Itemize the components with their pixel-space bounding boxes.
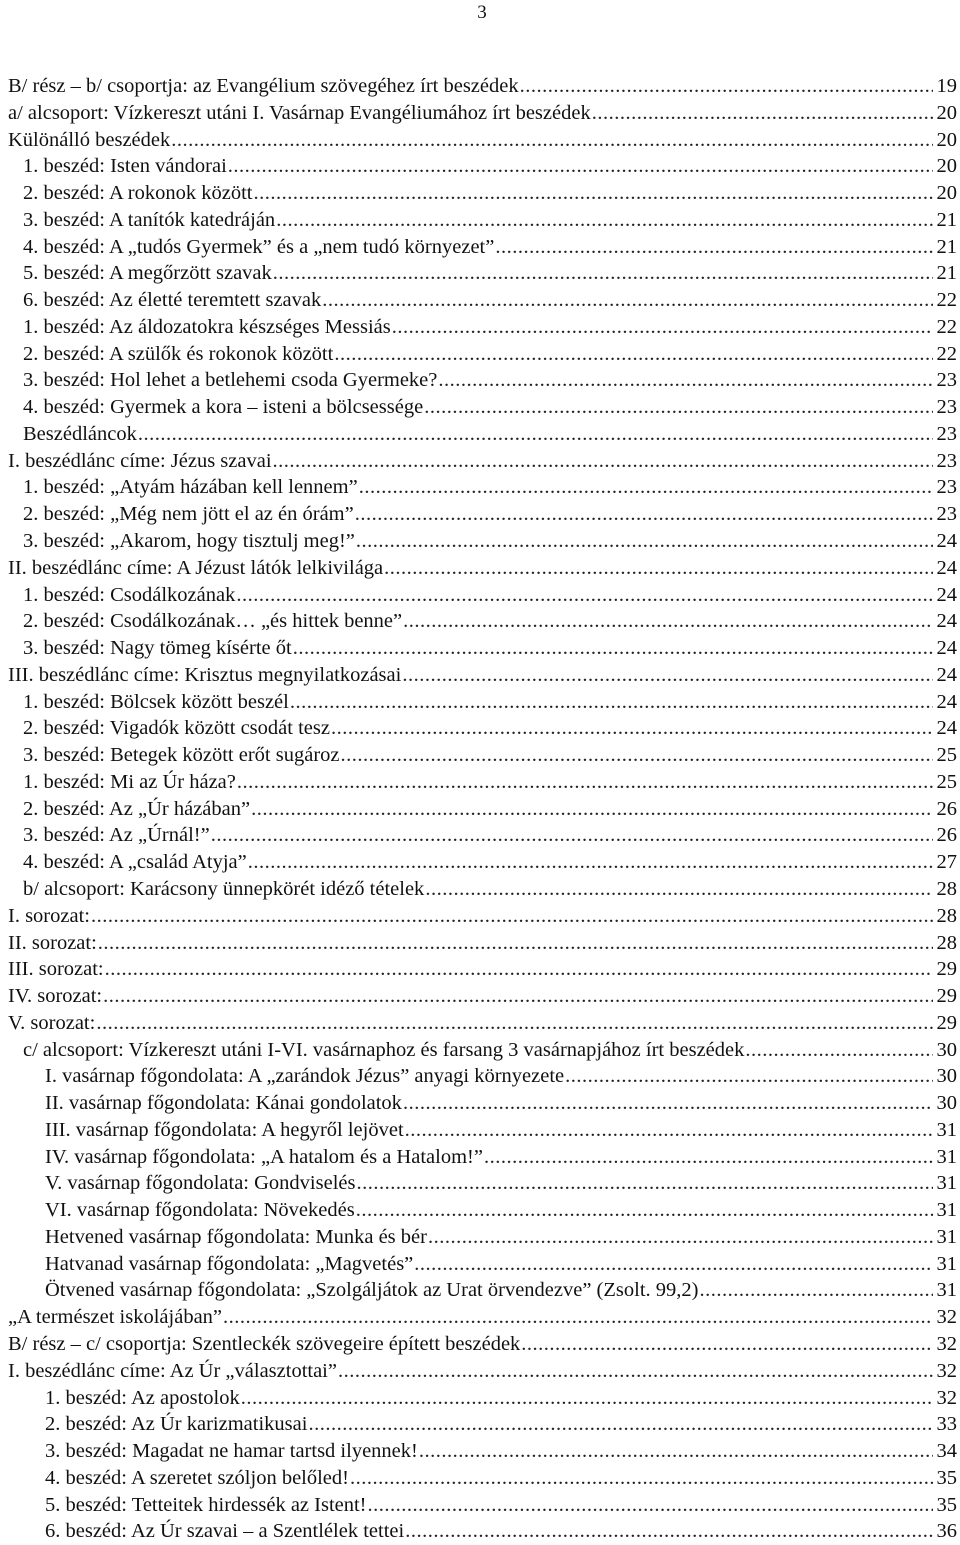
toc-entry-title: IV. vasárnap főgondolata: „A hatalom és a Hatalom!” [45, 1145, 483, 1168]
toc-entry-page: 24 [936, 583, 957, 606]
toc-entry[interactable] [0, 1438, 960, 1465]
dot-leader [414, 1251, 933, 1278]
toc-entry-page: 21 [936, 235, 957, 258]
toc-entry-title: 3. beszéd: Magadat ne hamar tartsd ilyennek! [45, 1440, 418, 1463]
toc-entry[interactable] [0, 341, 960, 368]
dot-leader [334, 341, 933, 368]
toc-entry-title: 3. beszéd: Az „Úrnál!” [23, 824, 210, 847]
dot-leader [322, 287, 933, 314]
dot-leader [350, 1465, 933, 1492]
toc-entry-title: 1. beszéd: Mi az Úr háza? [23, 770, 236, 793]
toc-entry-title: V. vasárnap főgondolata: Gondviselés [45, 1172, 356, 1195]
toc-entry[interactable] [0, 983, 960, 1010]
toc-entry-title: III. vasárnap főgondolata: A hegyről lejövet [45, 1118, 404, 1141]
toc-entry[interactable] [0, 635, 960, 662]
dot-leader [248, 849, 933, 876]
toc-entry[interactable] [0, 956, 960, 983]
toc-entry-page: 31 [936, 1145, 957, 1168]
toc-entry-title: c/ alcsoport: Vízkereszt utáni I-VI. vasárnaphoz és farsang 3 vasárnapjához írt beszédek [23, 1038, 745, 1061]
toc-entry-page: 28 [936, 877, 957, 900]
toc-entry-title: 5. beszéd: Tetteitek hirdessék az Istent! [45, 1493, 367, 1516]
dot-leader [356, 528, 933, 555]
toc-entry-title: 3. beszéd: „Akarom, hogy tisztulj meg!” [23, 530, 355, 553]
toc-entry-page: 24 [936, 717, 957, 740]
dot-leader [428, 1224, 933, 1251]
toc-entry-title: VI. vasárnap főgondolata: Növekedés [45, 1199, 355, 1222]
toc-entry-title: 2. beszéd: „Még nem jött el az én órám” [23, 503, 354, 526]
toc-entry-title: IV. sorozat: [8, 985, 103, 1008]
toc-entry-title: V. sorozat: [8, 1011, 96, 1034]
toc-entry[interactable] [0, 1117, 960, 1144]
dot-leader [520, 73, 933, 100]
toc-entry[interactable] [0, 474, 960, 501]
toc-entry-page: 22 [936, 289, 957, 312]
toc-entry[interactable] [0, 153, 960, 180]
toc-entry[interactable] [0, 180, 960, 207]
toc-entry[interactable] [0, 849, 960, 876]
toc-entry-page: 22 [936, 315, 957, 338]
toc-entry-title: 1. beszéd: Isten vándorai [23, 155, 227, 178]
dot-leader [402, 662, 933, 689]
dot-leader [276, 207, 933, 234]
toc-entry[interactable] [0, 1411, 960, 1438]
toc-entry-page: 25 [936, 770, 957, 793]
toc-entry-page: 24 [936, 556, 957, 579]
toc-entry-title: „A természet iskolájában” [8, 1306, 223, 1329]
toc-entry-page: 28 [936, 931, 957, 954]
toc-entry-title: 2. beszéd: A szülők és rokonok között [23, 342, 334, 365]
toc-entry-page: 23 [936, 449, 957, 472]
toc-entry-title: I. sorozat: [8, 904, 90, 927]
toc-entry-page: 30 [936, 1065, 957, 1088]
toc-entry-page: 29 [936, 958, 957, 981]
toc-entry[interactable] [0, 528, 960, 555]
toc-entry-page: 23 [936, 422, 957, 445]
toc-entry[interactable] [0, 73, 960, 100]
dot-leader [699, 1277, 933, 1304]
toc-entry-title: 1. beszéd: Csodálkozának [23, 583, 236, 606]
toc-entry[interactable] [0, 796, 960, 823]
dot-leader [384, 555, 933, 582]
toc-entry-page: 26 [936, 824, 957, 847]
toc-entry[interactable] [0, 127, 960, 154]
toc-entry-title: 3. beszéd: Hol lehet a betlehemi csoda Gyermeke? [23, 369, 438, 392]
dot-leader [403, 1090, 933, 1117]
toc-entry-title: II. beszédlánc címe: A Jézust látók lelkivilága [8, 556, 384, 579]
toc-entry-title: b/ alcsoport: Karácsony ünnepkörét idéző tételek [23, 877, 425, 900]
toc-entry-page: 25 [936, 744, 957, 767]
toc-entry-page: 20 [936, 155, 957, 178]
toc-entry[interactable] [0, 608, 960, 635]
toc-entry-page: 29 [936, 985, 957, 1008]
toc-entry-page: 31 [936, 1225, 957, 1248]
toc-entry-page: 32 [936, 1306, 957, 1329]
dot-leader [251, 796, 933, 823]
toc-entry-page: 21 [936, 208, 957, 231]
toc-entry-title: II. vasárnap főgondolata: Kánai gondolatok [45, 1092, 402, 1115]
toc-entry[interactable] [0, 1331, 960, 1358]
toc-entry[interactable] [0, 1518, 960, 1545]
toc-entry-title: 2. beszéd: A rokonok között [23, 182, 253, 205]
toc-entry-title: I. vasárnap főgondolata: A „zarándok Jézus” anyagi környezete [45, 1065, 565, 1088]
dot-leader [98, 930, 933, 957]
toc-entry-title: 6. beszéd: Az életté teremtett szavak [23, 289, 322, 312]
page-number: 3 [477, 2, 487, 23]
toc-entry-title: III. beszédlánc címe: Krisztus megnyilatkozásai [8, 663, 402, 686]
dot-leader [237, 769, 933, 796]
dot-leader [356, 1170, 933, 1197]
toc-entry-title: I. beszédlánc címe: Jézus szavai [8, 449, 272, 472]
toc-entry-title: 1. beszéd: Az áldozatokra készséges Messiás [23, 315, 391, 338]
table-of-contents [0, 73, 960, 1545]
toc-entry-page: 32 [936, 1386, 957, 1409]
toc-entry[interactable] [0, 1304, 960, 1331]
toc-entry-page: 35 [936, 1493, 957, 1516]
toc-entry-page: 24 [936, 637, 957, 660]
toc-entry[interactable] [0, 1224, 960, 1251]
dot-leader [331, 715, 933, 742]
dot-leader [368, 1492, 933, 1519]
toc-entry-page: 24 [936, 663, 957, 686]
dot-leader [273, 448, 933, 475]
dot-leader [745, 1037, 933, 1064]
dot-leader [425, 876, 933, 903]
dot-leader [223, 1304, 933, 1331]
dot-leader [356, 1197, 933, 1224]
dot-leader [484, 1144, 933, 1171]
toc-entry[interactable] [0, 287, 960, 314]
toc-entry-title: Hatvanad vasárnap főgondolata: „Magvetés” [45, 1252, 414, 1275]
toc-entry[interactable] [0, 1492, 960, 1519]
toc-entry[interactable] [0, 1144, 960, 1171]
toc-entry-page: 19 [936, 75, 957, 97]
toc-entry-title: 3. beszéd: Nagy tömeg kísérte őt [23, 637, 292, 660]
toc-entry-title: II. sorozat: [8, 931, 97, 954]
toc-entry[interactable] [0, 582, 960, 609]
dot-leader [308, 1411, 933, 1438]
toc-entry[interactable] [0, 100, 960, 127]
toc-entry[interactable] [0, 501, 960, 528]
toc-entry-page: 35 [936, 1466, 957, 1489]
toc-entry[interactable] [0, 715, 960, 742]
toc-entry-title: 1. beszéd: Bölcsek között beszél [23, 690, 289, 713]
toc-entry[interactable] [0, 1385, 960, 1412]
toc-entry-page: 24 [936, 530, 957, 553]
toc-entry[interactable] [0, 689, 960, 716]
toc-entry[interactable] [0, 234, 960, 261]
toc-entry-title: 3. beszéd: A tanítók katedráján [23, 208, 276, 231]
toc-entry[interactable] [0, 769, 960, 796]
toc-entry-page: 28 [936, 904, 957, 927]
toc-entry-page: 30 [936, 1092, 957, 1115]
toc-entry-page: 20 [936, 101, 957, 124]
dot-leader [338, 1358, 933, 1385]
dot-leader [293, 635, 933, 662]
toc-entry[interactable] [0, 1037, 960, 1064]
toc-entry[interactable] [0, 1197, 960, 1224]
toc-entry-title: 4. beszéd: A szeretet szóljon belőled! [45, 1466, 349, 1489]
dot-leader [138, 421, 933, 448]
toc-entry-page: 36 [936, 1520, 957, 1543]
toc-entry-title: I. beszédlánc címe: Az Úr „választottai” [8, 1359, 337, 1382]
toc-entry-title: B/ rész – b/ csoportja: az Evangélium szövegéhez írt beszédek [8, 75, 519, 97]
toc-entry[interactable] [0, 448, 960, 475]
toc-entry[interactable] [0, 207, 960, 234]
toc-entry[interactable] [0, 555, 960, 582]
toc-entry-page: 33 [936, 1413, 957, 1436]
toc-entry-page: 27 [936, 851, 957, 874]
toc-entry-title: 2. beszéd: Az „Úr házában” [23, 797, 251, 820]
toc-entry-page: 23 [936, 396, 957, 419]
toc-entry[interactable] [0, 1010, 960, 1037]
dot-leader [438, 367, 933, 394]
toc-entry-title: Ötvened vasárnap főgondolata: „Szolgáljátok az Urat örvendezve” (Zsolt. 99,2) [45, 1279, 699, 1302]
toc-entry[interactable] [0, 742, 960, 769]
toc-entry[interactable] [0, 876, 960, 903]
toc-entry-page: 24 [936, 610, 957, 633]
toc-entry-title: 4. beszéd: Gyermek a kora – isteni a bölcsessége [23, 396, 424, 419]
dot-leader [405, 1117, 933, 1144]
dot-leader [565, 1063, 933, 1090]
toc-entry-page: 26 [936, 797, 957, 820]
toc-entry-page: 20 [936, 128, 957, 151]
toc-entry-title: 2. beszéd: Az Úr karizmatikusai [45, 1413, 308, 1436]
toc-entry-title: 4. beszéd: A „tudós Gyermek” és a „nem tudó környezet” [23, 235, 495, 258]
toc-entry-page: 21 [936, 262, 957, 285]
toc-entry[interactable] [0, 421, 960, 448]
toc-entry[interactable] [0, 822, 960, 849]
toc-entry[interactable] [0, 260, 960, 287]
dot-leader [105, 956, 933, 983]
dot-leader [91, 903, 933, 930]
toc-entry-page: 30 [936, 1038, 957, 1061]
dot-leader [592, 100, 933, 127]
dot-leader [521, 1331, 933, 1358]
toc-entry[interactable] [0, 930, 960, 957]
toc-entry-title: B/ rész – c/ csoportja: Szentleckék szövegeire épített beszédek [8, 1332, 521, 1355]
toc-entry-title: Különálló beszédek [8, 128, 171, 151]
toc-entry[interactable] [0, 394, 960, 421]
toc-entry[interactable] [0, 1090, 960, 1117]
toc-entry-page: 22 [936, 342, 957, 365]
toc-entry-page: 23 [936, 476, 957, 499]
toc-entry-page: 32 [936, 1332, 957, 1355]
toc-entry-page: 24 [936, 690, 957, 713]
toc-entry-page: 31 [936, 1118, 957, 1141]
toc-entry[interactable] [0, 662, 960, 689]
toc-entry-title: Hetvened vasárnap főgondolata: Munka és bér [45, 1225, 427, 1248]
toc-entry-page: 20 [936, 182, 957, 205]
dot-leader [171, 127, 933, 154]
toc-entry-title: a/ alcsoport: Vízkereszt utáni I. Vasárnap Evangéliumához írt beszédek [8, 101, 591, 124]
toc-entry[interactable] [0, 1358, 960, 1385]
toc-entry-title: 1. beszéd: Az apostolok [45, 1386, 240, 1409]
dot-leader [403, 608, 933, 635]
toc-entry-title: 3. beszéd: Betegek között erőt sugároz [23, 744, 340, 767]
toc-entry[interactable] [0, 314, 960, 341]
dot-leader [419, 1438, 933, 1465]
toc-entry-title: 1. beszéd: „Atyám házában kell lennem” [23, 476, 358, 499]
dot-leader [236, 582, 933, 609]
dot-leader [96, 1010, 933, 1037]
toc-entry-title: 2. beszéd: Vigadók között csodát tesz [23, 717, 330, 740]
toc-entry-title: Beszédláncok [23, 422, 137, 445]
toc-entry-title: 6. beszéd: Az Úr szavai – a Szentlélek tettei [45, 1520, 405, 1543]
dot-leader [424, 394, 933, 421]
dot-leader [273, 260, 933, 287]
dot-leader [392, 314, 933, 341]
toc-entry[interactable] [0, 1063, 960, 1090]
toc-entry[interactable] [0, 1170, 960, 1197]
toc-entry[interactable] [0, 1251, 960, 1278]
toc-entry[interactable] [0, 1465, 960, 1492]
dot-leader [241, 1385, 933, 1412]
dot-leader [228, 153, 933, 180]
dot-leader [405, 1518, 933, 1545]
toc-entry-page: 23 [936, 369, 957, 392]
dot-leader [341, 742, 934, 769]
toc-entry-page: 31 [936, 1279, 957, 1302]
toc-entry-page: 31 [936, 1252, 957, 1275]
toc-entry-page: 34 [936, 1440, 957, 1463]
dot-leader [359, 474, 933, 501]
dot-leader [355, 501, 933, 528]
toc-entry-title: 5. beszéd: A megőrzött szavak [23, 262, 272, 285]
toc-entry-page: 31 [936, 1199, 957, 1222]
dot-leader [290, 689, 933, 716]
toc-entry-title: 2. beszéd: Csodálkozának… „és hittek benne” [23, 610, 403, 633]
toc-entry-page: 31 [936, 1172, 957, 1195]
toc-entry-page: 32 [936, 1359, 957, 1382]
toc-entry-page: 23 [936, 503, 957, 526]
dot-leader [495, 234, 933, 261]
dot-leader [253, 180, 933, 207]
dot-leader [211, 822, 933, 849]
toc-entry[interactable] [0, 1277, 960, 1304]
toc-entry-page: 29 [936, 1011, 957, 1034]
toc-entry-title: 4. beszéd: A „család Atyja” [23, 851, 247, 874]
toc-entry-title: III. sorozat: [8, 958, 104, 981]
dot-leader [103, 983, 933, 1010]
toc-entry[interactable] [0, 903, 960, 930]
toc-entry[interactable] [0, 367, 960, 394]
